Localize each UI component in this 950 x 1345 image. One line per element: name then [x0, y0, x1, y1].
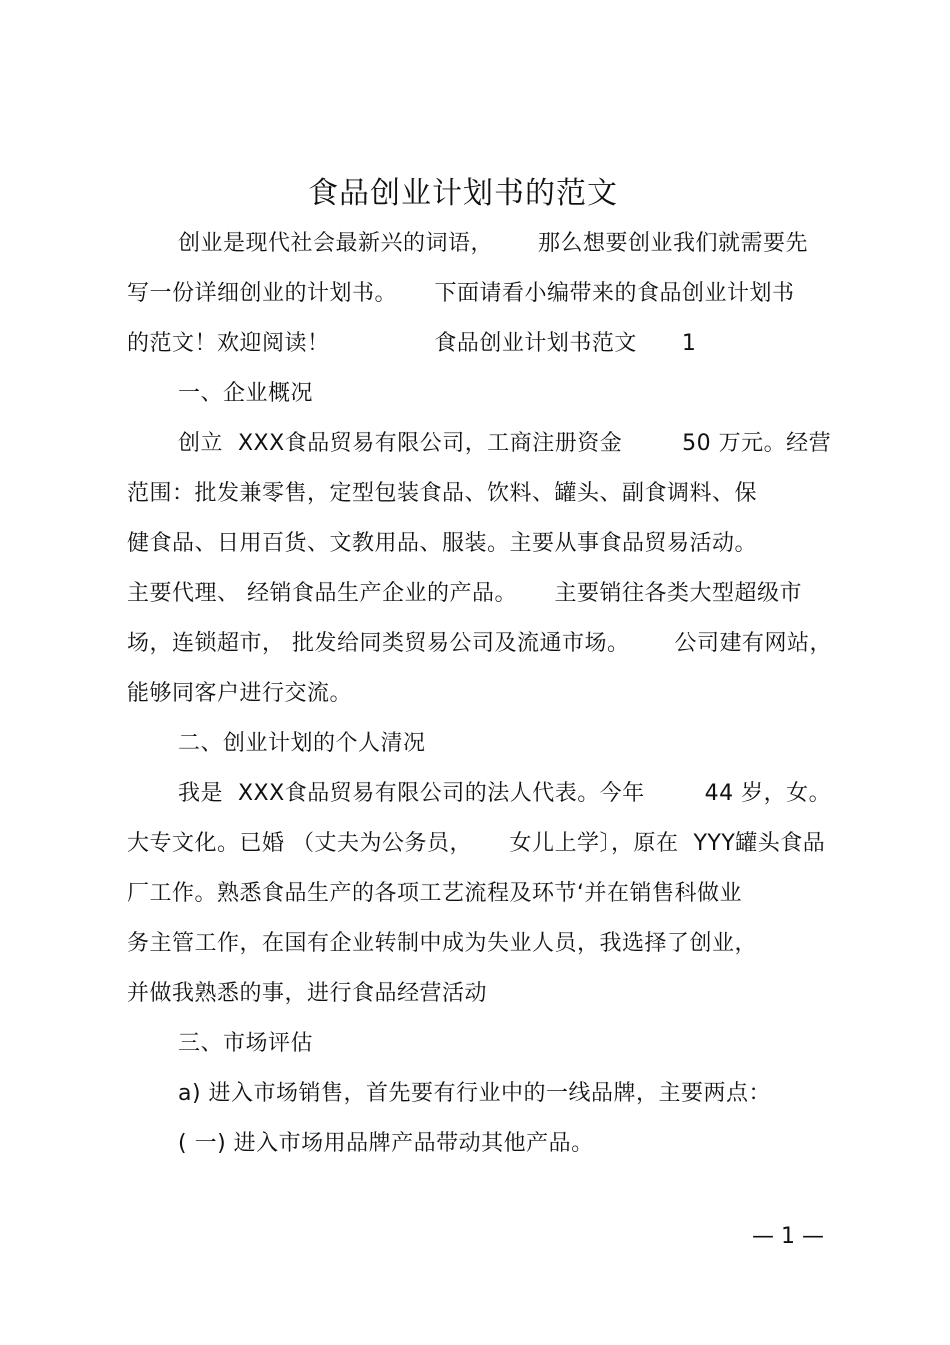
paragraph-line: 厂工作。熟悉食品生产的各项工艺流程及环节‘并在销售科做业: [127, 881, 742, 906]
paragraph-line: 写一份详细创业的计划书。 下面请看小编带来的食品创业计划书: [127, 281, 795, 306]
paragraph-line: a) 进入市场销售，首先要有行业中的一线品牌，主要两点：: [178, 1081, 772, 1106]
paragraph-line: 大专文化。已婚 （丈夫为公务员， 女儿上学〕，原在 YYY罐头食品: [127, 831, 826, 856]
paragraph-line: 的范文！欢迎阅读！ 食品创业计划书范文 1: [127, 331, 697, 356]
paragraph-line: 创业是现代社会最新兴的词语， 那么想要创业我们就需要先: [178, 231, 808, 256]
paragraph-line: 并做我熟悉的事，进行食品经营活动: [127, 981, 488, 1006]
paragraph-line: 范围：批发兼零售，定型包装食品、饮料、罐头、副食调料、保: [127, 481, 758, 506]
page-number: — 1 —: [752, 1224, 824, 1249]
paragraph-line: 健食品、日用百货、文教用品、服装。主要从事食品贸易活动。: [127, 531, 758, 556]
paragraph-line: 务主管工作，在国有企业转制中成为失业人员，我选择了创业，: [127, 931, 758, 956]
section-heading: 一、企业概况: [178, 381, 314, 406]
document-title: 食品创业计划书的范文: [308, 176, 618, 211]
paragraph-line: ( 一) 进入市场用品牌产品带动其他产品。: [178, 1131, 594, 1156]
paragraph-line: 主要代理、 经销食品生产企业的产品。 主要销往各类大型超级市: [127, 581, 802, 606]
section-heading: 三、市场评估: [178, 1031, 314, 1056]
section-heading: 二、创业计划的个人清况: [178, 731, 426, 756]
paragraph-line: 创立 XXX食品贸易有限公司，工商注册资金 50 万元。经营: [178, 431, 832, 456]
paragraph-line: 场，连锁超市， 批发给同类贸易公司及流通市场。 公司建有网站，: [127, 631, 832, 656]
paragraph-line: 我是 XXX食品贸易有限公司的法人代表。今年 44 岁，女。: [178, 781, 832, 806]
paragraph-line: 能够同客户进行交流。: [127, 681, 353, 706]
